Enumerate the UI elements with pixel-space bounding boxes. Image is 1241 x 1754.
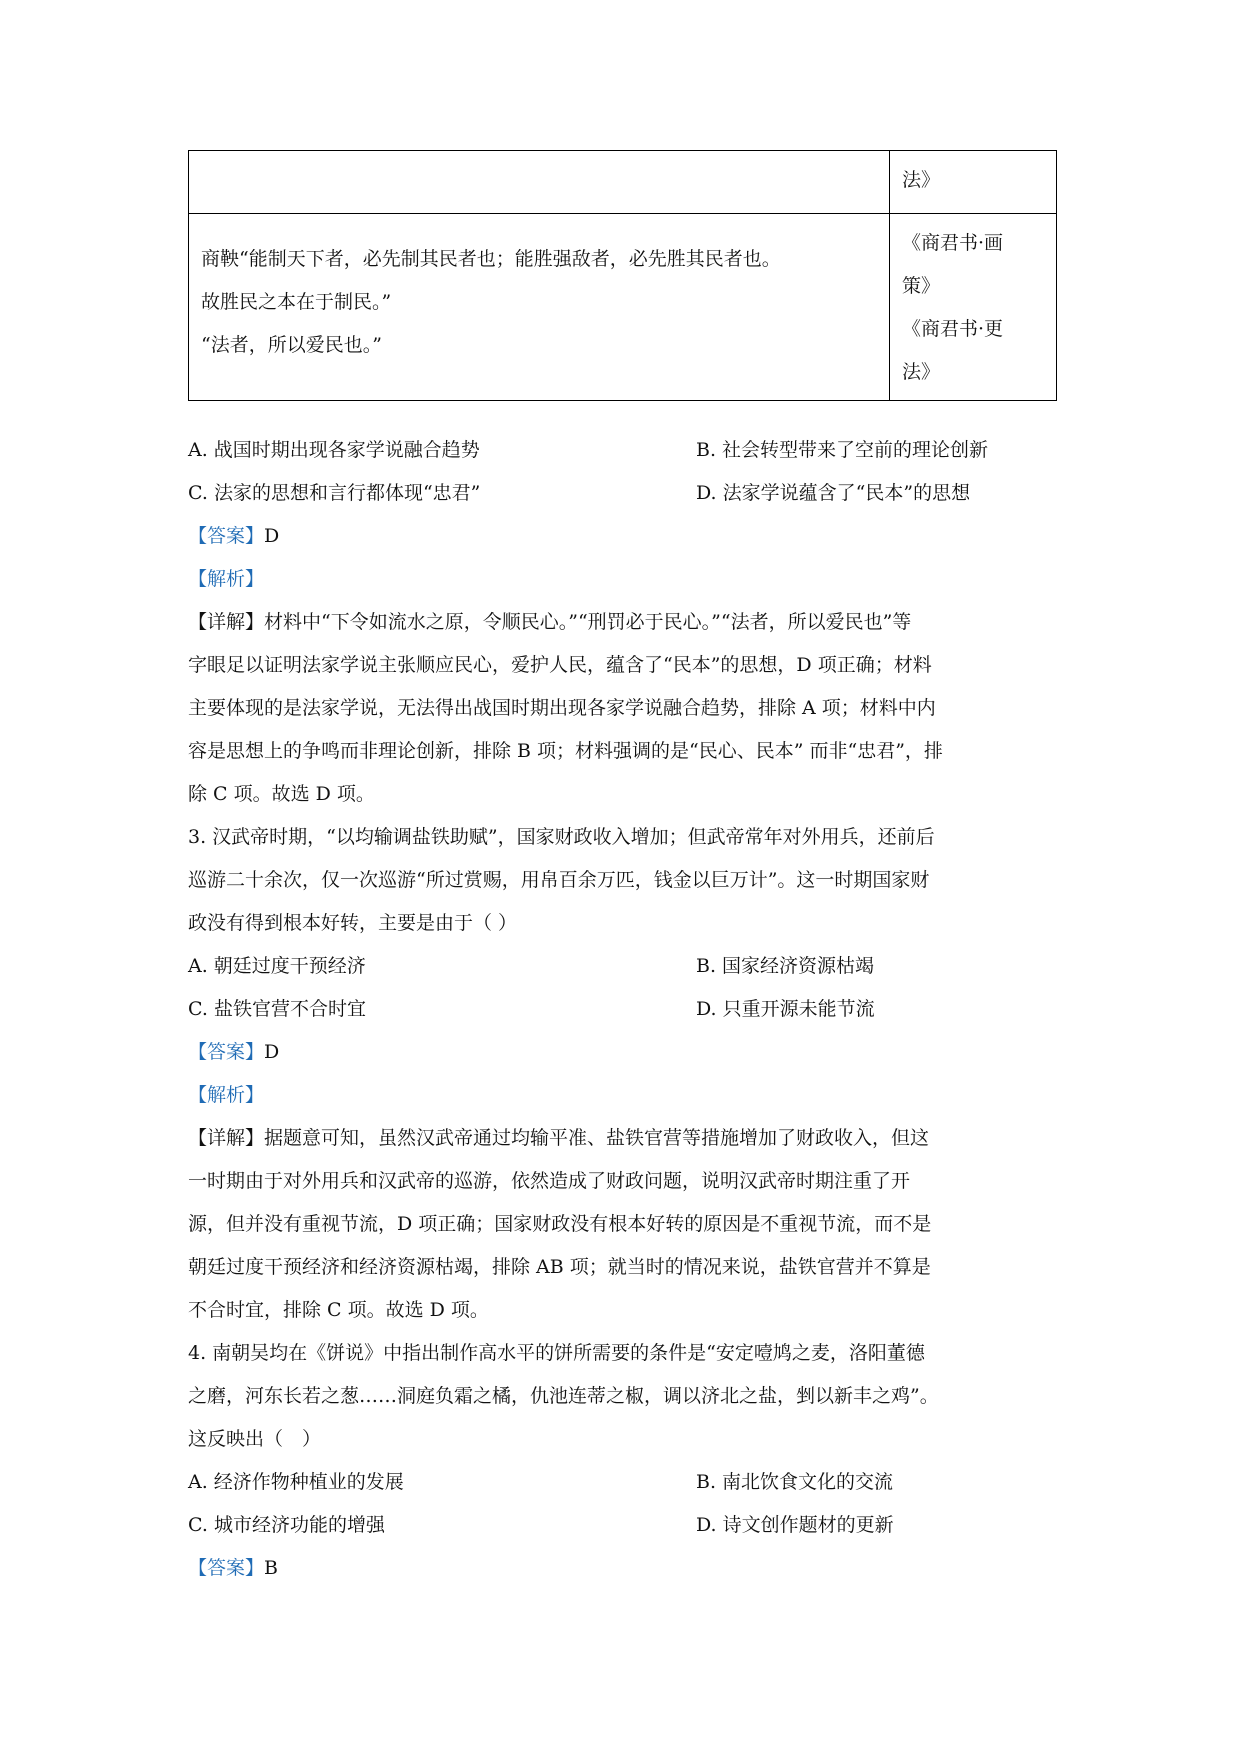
option-b: B. 国家经济资源枯竭 xyxy=(696,955,875,977)
quotation-line: 商鞅“能制天下者，必先制其民者也；能胜强敌者，必先胜其民者也。 xyxy=(201,248,781,270)
option-b: B. 社会转型带来了空前的理论创新 xyxy=(696,439,989,461)
source-citation: 《商君书·画 策》 《商君书·更 法》 xyxy=(902,232,1004,383)
question-3-stem: 3. 汉武帝时期，“以均输调盐铁助赋”，国家财政收入增加；但武帝常年对外用兵，还前后 巡游二十余次，仅一次巡游“所过赏赐，用帛百余万匹，钱金以巨万计”。这一时期国家财 政没有得到根本好转，主要是由于（ ） xyxy=(188,826,935,934)
detail-label: 【详解】 xyxy=(188,611,265,633)
detail-label: 【详解】 xyxy=(188,1127,265,1149)
document-page xyxy=(188,150,1054,1590)
quotation-line: 故胜民之本在于制民。” xyxy=(201,291,392,313)
answer-value: D xyxy=(264,1041,280,1063)
table-row xyxy=(189,214,1057,401)
q2-options xyxy=(188,429,1054,515)
option-a: A. 朝廷过度干预经济 xyxy=(188,955,366,977)
answer-value: D xyxy=(264,525,280,547)
analysis-line xyxy=(188,558,1054,601)
source-table xyxy=(188,150,1057,401)
detail-block: 【详解】据题意可知，虽然汉武帝通过均输平准、盐铁官营等措施增加了财政收入，但这 一时期由于对外用兵和汉武帝的巡游，依然造成了财政问题，说明汉武帝时期注重了开 源，但并没有重视节流，D 项正确；国家财政没有根本好转的原因是不重视节流，而不是 朝廷过度干预经济和经济资源枯竭，排除 AB 项；就当时的情况来说，盐铁官营并不算是 不合时宜，排除 C 项。故选 D 项。 xyxy=(188,1127,932,1321)
analysis-line xyxy=(188,1074,1054,1117)
table-cell-source xyxy=(890,214,1057,401)
option-c: C. 城市经济功能的增强 xyxy=(188,1514,385,1536)
option-a: A. 经济作物种植业的发展 xyxy=(188,1471,404,1493)
option-a: A. 战国时期出现各家学说融合趋势 xyxy=(188,439,480,461)
source-citation: 法》 xyxy=(902,169,941,191)
option-b: B. 南北饮食文化的交流 xyxy=(696,1471,894,1493)
detail-block: 【详解】材料中“下令如流水之原，令顺民心。”“刑罚必于民心。”“法者，所以爱民也”等 字眼足以证明法家学说主张顺应民心，爱护人民，蕴含了“民本”的思想，D 项正确；材料 主要体现的是法家学说，无法得出战国时期出现各家学说融合趋势，排除 A 项；材料中内 容是思想上的争鸣而非理论创新，排除 B 项；材料强调的是“民心、民本” 而非“忠君”，排 除 C 项。故选 D 项。 xyxy=(188,611,943,805)
table-cell-main xyxy=(189,214,890,401)
analysis-label: 【解析】 xyxy=(188,1084,265,1106)
option-d: D. 只重开源未能节流 xyxy=(696,998,875,1020)
option-c: C. 盐铁官营不合时宜 xyxy=(188,998,366,1020)
answer-label: 【答案】 xyxy=(188,1557,265,1579)
table-row xyxy=(189,151,1057,214)
answer-line xyxy=(188,515,1054,558)
question-4-stem: 4. 南朝吴均在《饼说》中指出制作高水平的饼所需要的条件是“安定噎鸠之麦，洛阳董德 之磨，河东长若之葱……洞庭负霜之橘，仇池连蒂之椒，调以济北之盐，剉以新丰之鸡”。 这反映出（ ） xyxy=(188,1342,939,1450)
answer-label: 【答案】 xyxy=(188,1041,265,1063)
option-d: D. 诗文创作题材的更新 xyxy=(696,1514,894,1536)
option-c: C. 法家的思想和言行都体现“忠君” xyxy=(188,482,481,504)
table-cell-source xyxy=(890,151,1057,214)
q4-options xyxy=(188,1461,1054,1547)
q3-options xyxy=(188,945,1054,1031)
answer-line xyxy=(188,1547,1054,1590)
answer-line xyxy=(188,1031,1054,1074)
table-cell-main xyxy=(189,151,890,214)
quotation-text xyxy=(189,214,889,367)
quotation-line: “法者，所以爱民也。” xyxy=(201,334,382,356)
analysis-label: 【解析】 xyxy=(188,568,265,590)
answer-value: B xyxy=(264,1557,278,1579)
answer-label: 【答案】 xyxy=(188,525,265,547)
option-d: D. 法家学说蕴含了“民本”的思想 xyxy=(696,482,971,504)
